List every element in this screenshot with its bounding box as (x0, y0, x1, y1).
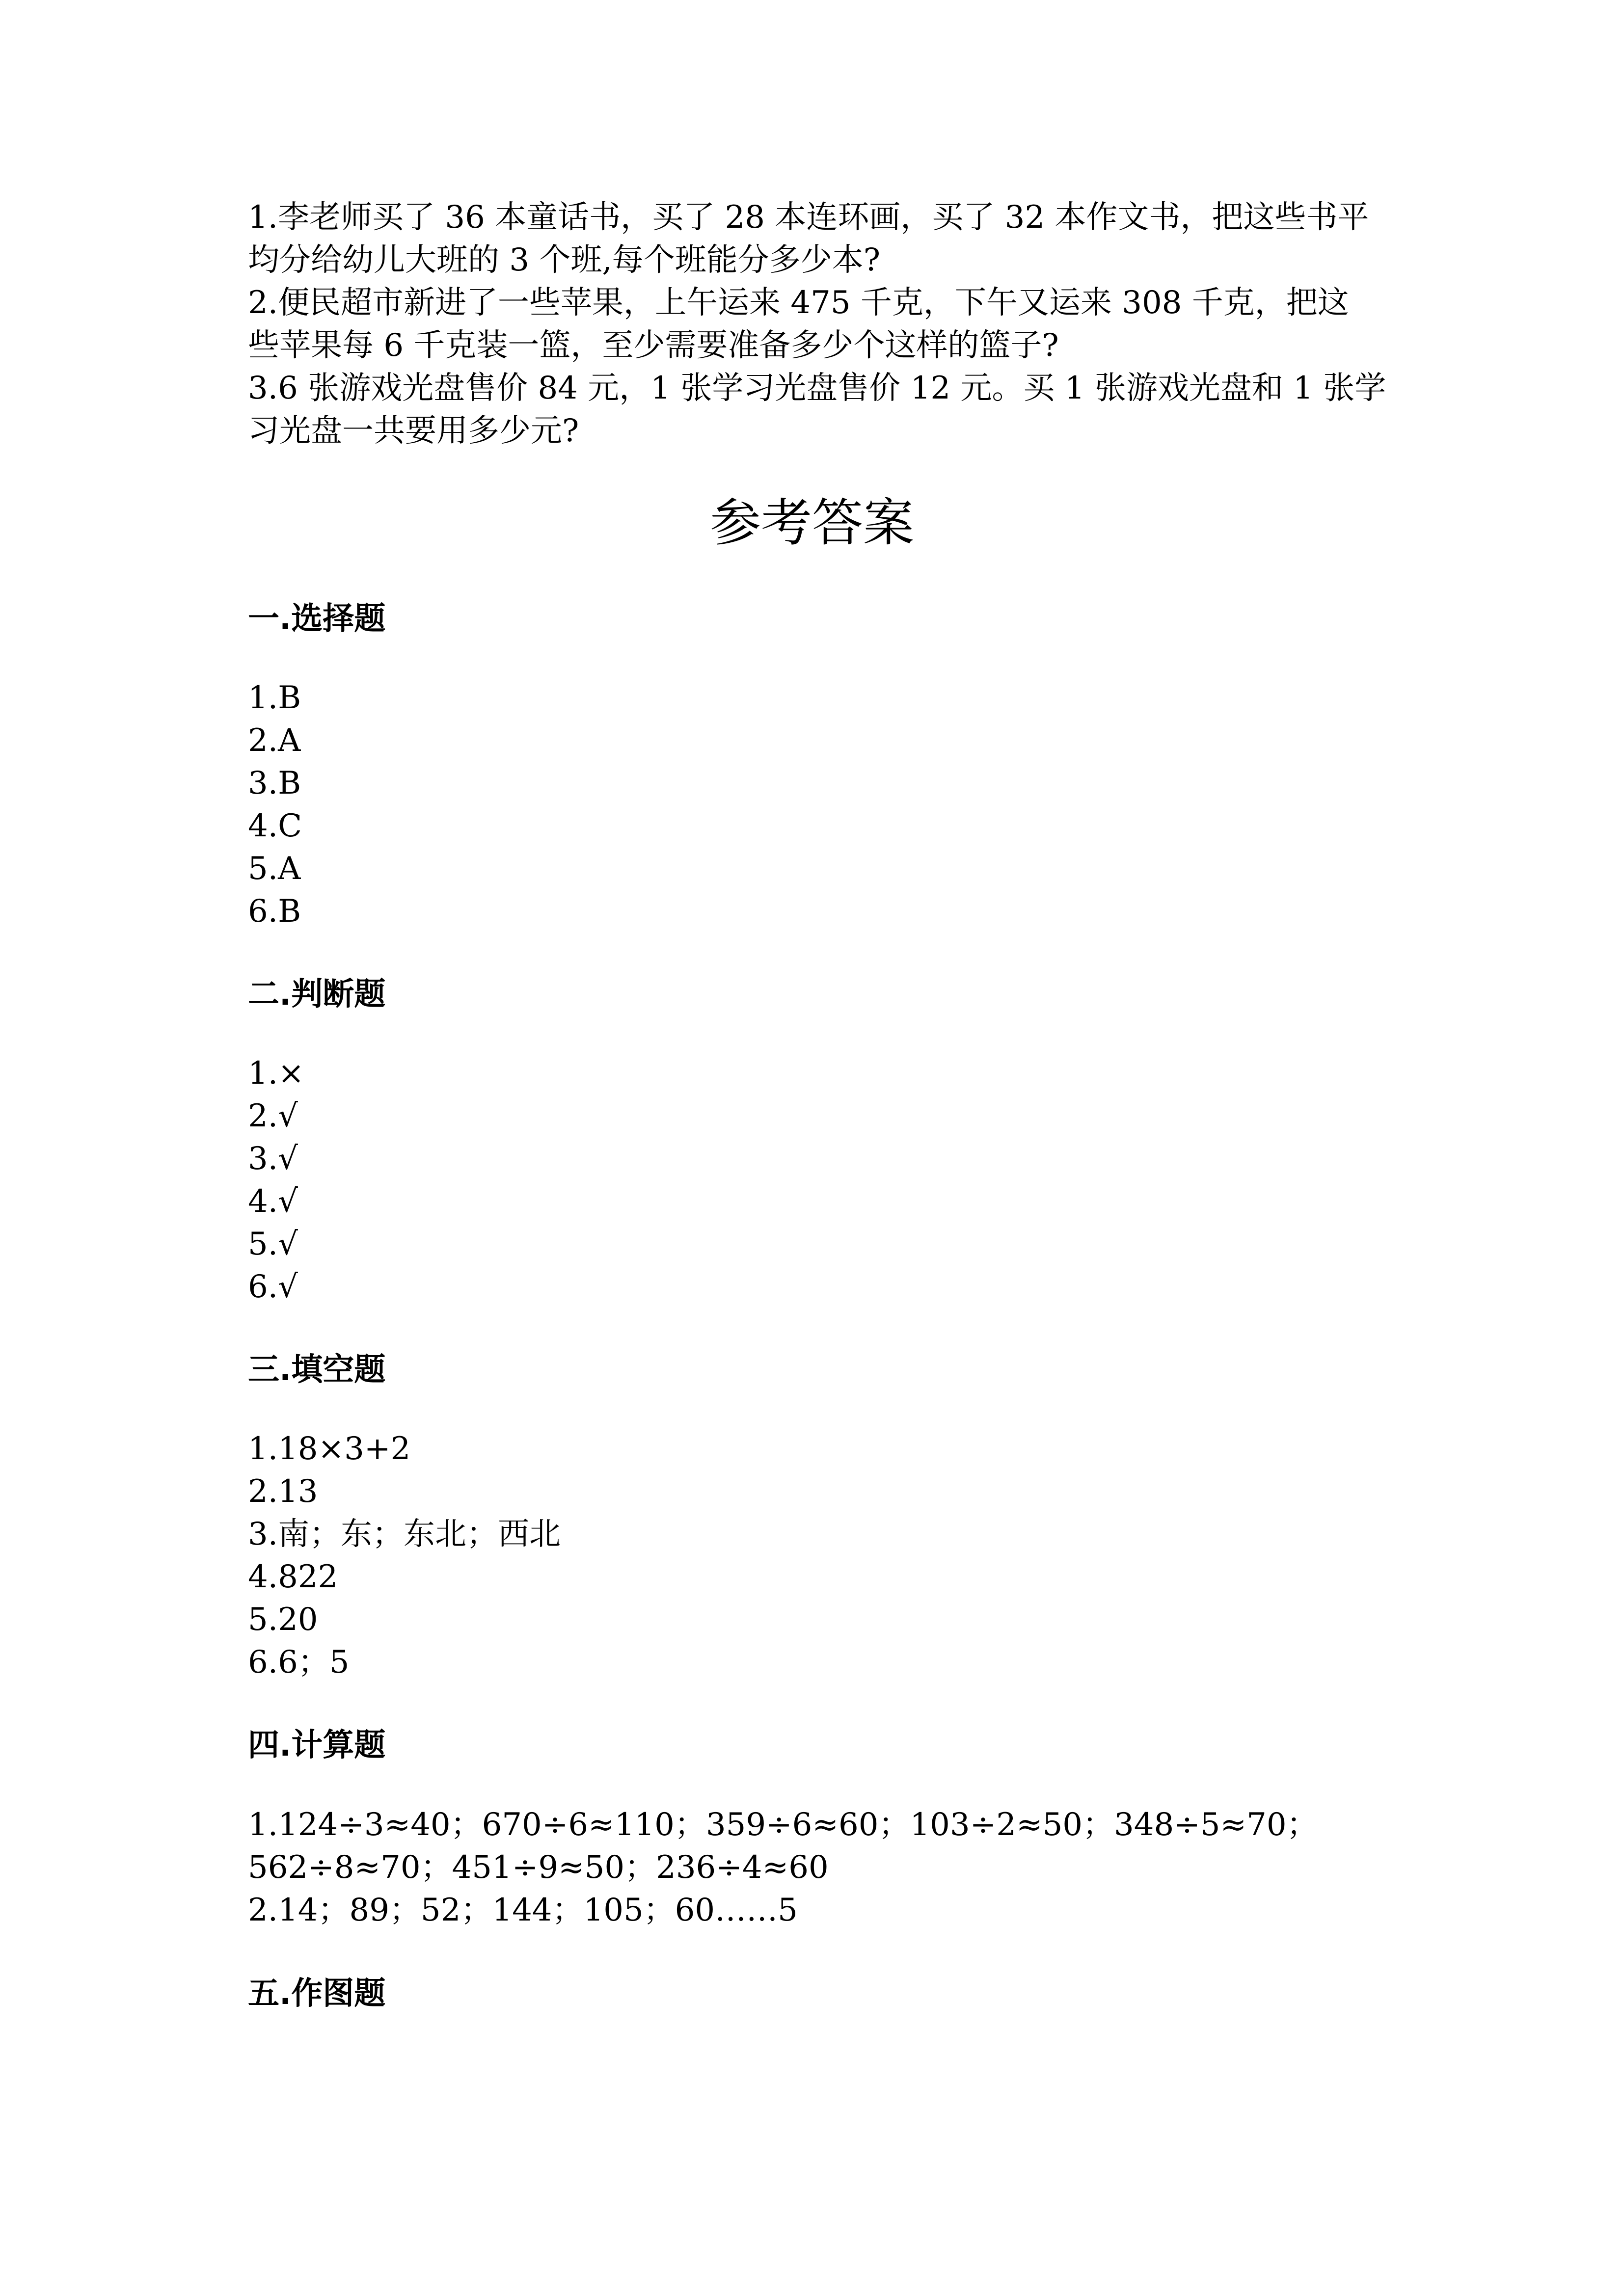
answer-line: 2.√ (248, 1098, 298, 1134)
section-heading-fill-in: 三.填空题 (248, 1352, 386, 1388)
answer-line: 4.√ (248, 1183, 298, 1220)
answers-fill-in (248, 1428, 1392, 1684)
answer-line: 4.822 (248, 1559, 338, 1595)
answer-line: 4.C (248, 808, 302, 844)
answer-line: 5.20 (248, 1602, 318, 1638)
answer-line: 3.√ (248, 1141, 298, 1177)
answer-line: 3.南；东；东北；西北 (248, 1516, 561, 1552)
section-heading-calculation: 四.计算题 (248, 1727, 386, 1763)
answer-line: 5.√ (248, 1226, 298, 1262)
answer-line: 2.A (248, 722, 301, 759)
answers-true-false (248, 1052, 1392, 1308)
problem-line: 习光盘一共要用多少元? (248, 413, 579, 449)
answer-line: 1.18×3+2 (248, 1431, 411, 1467)
answer-line: 2.13 (248, 1473, 318, 1510)
answer-line: 1.124÷3≈40；670÷6≈110；359÷6≈60；103÷2≈50；348÷5≈70； (248, 1807, 1318, 1843)
section-heading-multiple-choice: 一.选择题 (248, 601, 386, 637)
answer-line: 3.B (248, 765, 301, 801)
answer-line: 6.B (248, 893, 301, 930)
word-problems (248, 196, 1392, 453)
word-problem-1 (248, 196, 1392, 282)
problem-line: 1.李老师买了 36 本童话书，买了 28 本连环画，买了 32 本作文书，把这些书平 (248, 199, 1369, 236)
problem-line: 3.6 张游戏光盘售价 84 元，1 张学习光盘售价 12 元。买 1 张游戏光盘和 1 张学 (248, 370, 1386, 406)
answers-calculation (248, 1804, 1392, 1932)
answer-key-title: 参考答案 (709, 493, 914, 553)
section-heading-drawing: 五.作图题 (248, 1976, 386, 2012)
answer-line: 5.A (248, 851, 301, 887)
word-problem-3 (248, 367, 1392, 453)
problem-line: 均分给幼儿大班的 3 个班,每个班能分多少本? (248, 242, 881, 278)
answer-line: 1.× (248, 1055, 304, 1092)
problem-line: 些苹果每 6 千克装一篮，至少需要准备多少个这样的篮子? (248, 327, 1059, 364)
answers-multiple-choice (248, 677, 1392, 933)
word-problem-2 (248, 282, 1392, 367)
section-heading-true-false: 二.判断题 (248, 976, 386, 1013)
answer-line: 6.√ (248, 1269, 298, 1305)
answer-line: 2.14；89；52；144；105；60……5 (248, 1892, 798, 1928)
problem-line: 2.便民超市新进了一些苹果，上午运来 475 千克，下午又运来 308 千克，把这 (248, 285, 1349, 321)
answer-line: 562÷8≈70；451÷9≈50；236÷4≈60 (248, 1849, 829, 1886)
answer-line: 1.B (248, 680, 301, 716)
answer-line: 6.6；5 (248, 1644, 350, 1681)
